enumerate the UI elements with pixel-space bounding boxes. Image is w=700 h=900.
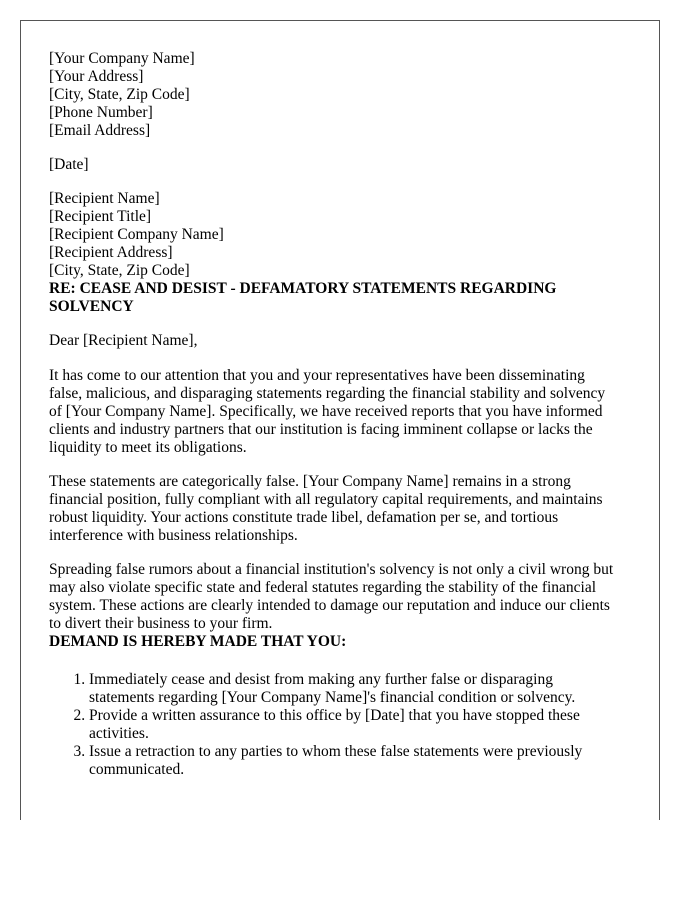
- recipient-title: [Recipient Title]: [49, 208, 152, 225]
- recipient-address: [Recipient Address]: [49, 244, 173, 261]
- sender-email: [Email Address]: [49, 122, 151, 139]
- recipient-city-state-zip: [City, State, Zip Code]: [49, 262, 190, 279]
- demand-line: 1. Immediately cease and desist from making any further false or disparaging: [89, 671, 553, 688]
- salutation: [49, 332, 649, 350]
- subject-line-2: SOLVENCY: [49, 298, 134, 315]
- paragraph-line: These statements are categorically false. [Your Company Name] remains in a strong: [49, 473, 571, 490]
- paragraph-line: to divert their business to your firm.: [49, 615, 273, 632]
- paragraph-3: [49, 561, 649, 633]
- sender-city-state-zip: [City, State, Zip Code]: [49, 86, 190, 103]
- paragraph-line: system. These actions are clearly intended to damage our reputation and induce our clients: [49, 597, 610, 614]
- subject-line-1: RE: CEASE AND DESIST - DEFAMATORY STATEMENTS REGARDING: [49, 280, 557, 297]
- demand-heading-text: DEMAND IS HEREBY MADE THAT YOU:: [49, 633, 347, 650]
- paragraph-line: false, malicious, and disparaging statements regarding the financial stability and solvency: [49, 385, 606, 402]
- paragraph-line: clients and industry partners that our institution is facing imminent collapse or lacks the: [49, 421, 593, 438]
- letter-date: [Date]: [49, 156, 89, 173]
- paragraph-1: [49, 367, 649, 457]
- letter-page: [20, 20, 660, 820]
- salutation-text: Dear [Recipient Name],: [49, 332, 198, 349]
- paragraph-2: [49, 473, 649, 545]
- sender-address: [Your Address]: [49, 68, 144, 85]
- paragraph-line: Spreading false rumors about a financial institution's solvency is not only a civil wrong but: [49, 561, 614, 578]
- paragraph-line: financial position, fully compliant with all regulatory capital requirements, and maintains: [49, 491, 603, 508]
- demand-item-3: [89, 743, 649, 779]
- demand-line: 2. Provide a written assurance to this office by [Date] that you have stopped these: [89, 707, 580, 724]
- recipient-company: [Recipient Company Name]: [49, 226, 224, 243]
- letter-content: [49, 50, 649, 779]
- paragraph-line: liquidity to meet its obligations.: [49, 439, 247, 456]
- paragraph-line: may also violate specific state and federal statutes regarding the stability of the financial: [49, 579, 597, 596]
- demand-line: statements regarding [Your Company Name]'s financial condition or solvency.: [89, 689, 576, 706]
- date-block: [49, 156, 649, 174]
- demand-item-1: [89, 671, 649, 707]
- demand-heading: [49, 633, 649, 651]
- paragraph-line: of [Your Company Name]. Specifically, we have received reports that you have informed: [49, 403, 603, 420]
- demand-line: communicated.: [89, 761, 185, 778]
- demand-list: [49, 671, 649, 779]
- paragraph-line: It has come to our attention that you and your representatives have been disseminating: [49, 367, 585, 384]
- paragraph-line: robust liquidity. Your actions constitute trade libel, defamation per se, and tortious: [49, 509, 559, 526]
- sender-company: [Your Company Name]: [49, 50, 195, 67]
- demand-item-2: [89, 707, 649, 743]
- demand-line: 3. Issue a retraction to any parties to whom these false statements were previously: [89, 743, 583, 760]
- subject-line: [49, 280, 649, 316]
- demand-line: activities.: [89, 725, 149, 742]
- recipient-name: [Recipient Name]: [49, 190, 160, 207]
- sender-block: [49, 50, 649, 140]
- paragraph-line: interference with business relationships.: [49, 527, 298, 544]
- recipient-block: [49, 190, 649, 280]
- sender-phone: [Phone Number]: [49, 104, 153, 121]
